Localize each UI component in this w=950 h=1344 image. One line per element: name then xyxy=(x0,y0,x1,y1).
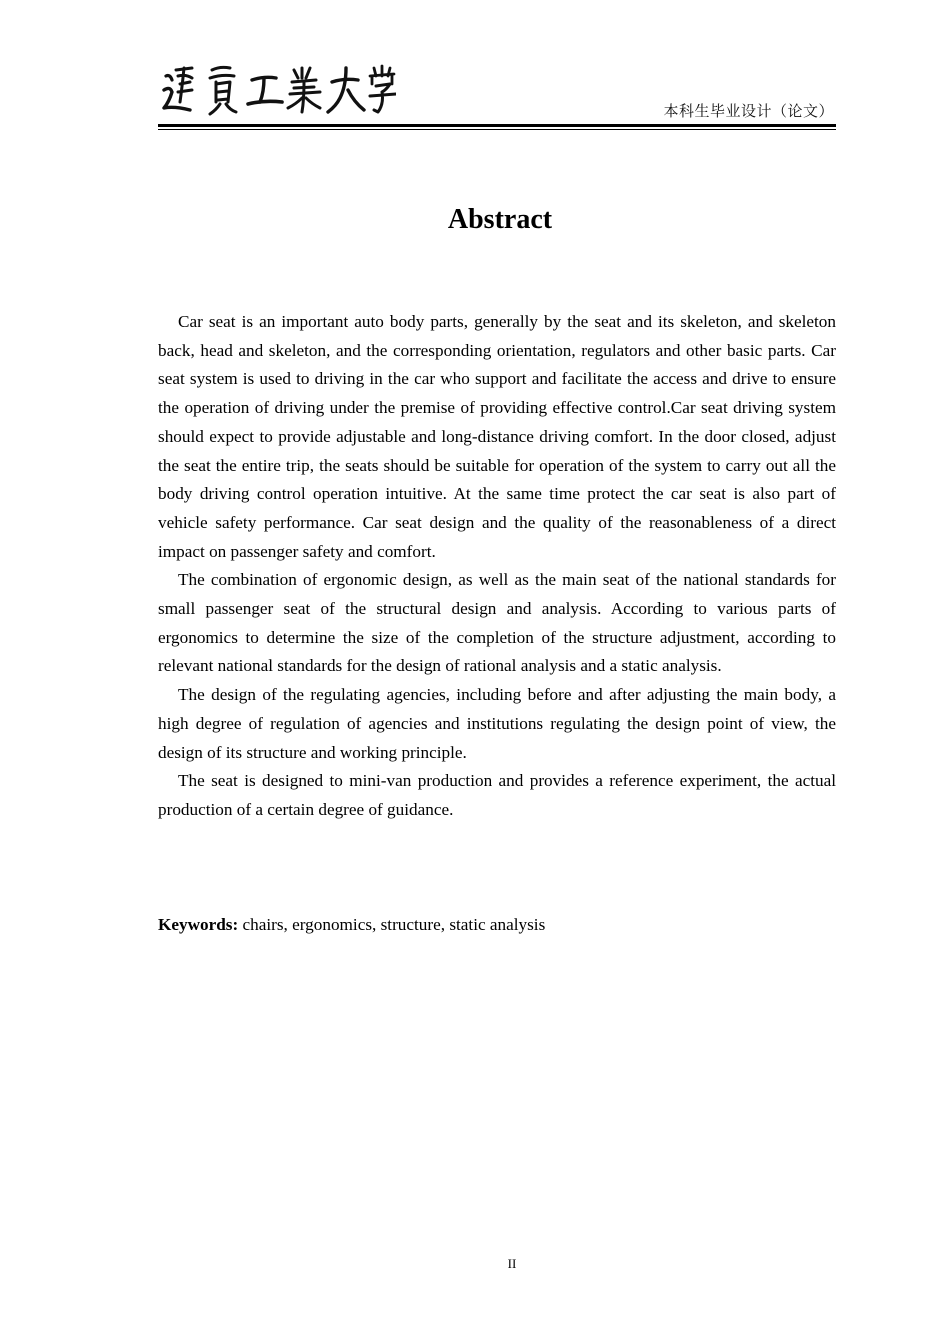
university-logo xyxy=(160,62,396,118)
page-number: II xyxy=(507,1256,517,1271)
abstract-paragraph-1: Car seat is an important auto body parts, generally by the seat and its skeleton, and skeleton back, head and skeleton, and the corresponding orientation, regulators and other basic parts. Car seat system is used to driving in the car who support and facilitate the access and drive to ensure the operation of driving under the premise of providing effective control.Car seat driving system should expect to provide adjustable and long-distance driving comfort. In the door closed, adjust the seat the entire trip, the seats should be suitable for operation of the system to carry out all the body driving control operation intuitive. At the same time protect the car seat is also part of vehicle safety performance. Car seat design and the quality of the reasonableness of a direct impact on passenger safety and comfort. xyxy=(158,312,836,561)
abstract-paragraph-3: The design of the regulating agencies, including before and after adjusting the main body, a high degree of regulation of agencies and institutions regulating the design point of view, the design of its structure and working principle. xyxy=(158,685,836,762)
keywords-label: Keywords: xyxy=(158,915,239,934)
page-header xyxy=(158,60,836,130)
header-rule-thin xyxy=(158,129,836,130)
keywords-line xyxy=(158,911,836,939)
abstract-body xyxy=(158,308,836,825)
header-rule-thick xyxy=(158,124,836,127)
abstract-paragraph-4: The seat is designed to mini-van production and provides a reference experiment, the actual production of a certain degree of guidance. xyxy=(158,771,836,819)
header-caption: 本科生毕业设计（论文） xyxy=(663,102,834,120)
keywords-value: chairs, ergonomics, structure, static analysis xyxy=(238,915,546,934)
abstract-paragraph-2: The combination of ergonomic design, as well as the main seat of the national standards for small passenger seat of the structural design and analysis. According to various parts of ergonomics to determine the size of the completion of the structure adjustment, according to relevant national standards for the design of rational analysis and a static analysis. xyxy=(158,570,836,676)
page-title: Abstract xyxy=(447,204,553,235)
